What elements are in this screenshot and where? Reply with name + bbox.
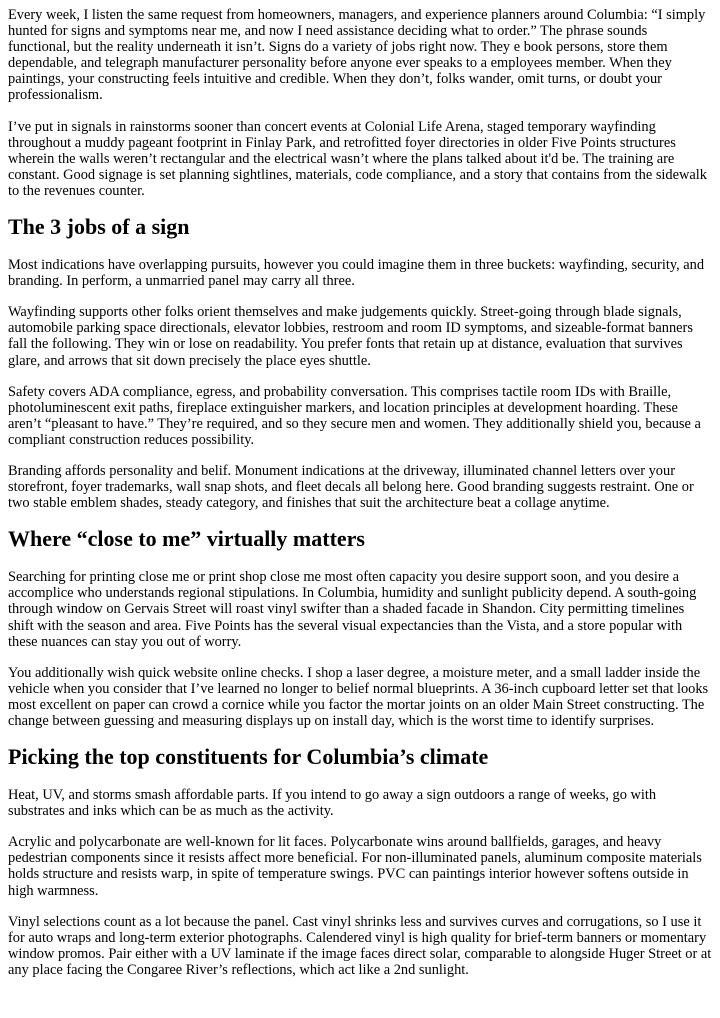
section-heading: Where “close to me” virtually matters [8,526,365,552]
section-heading: Picking the top constituents for Columbia’s climate [8,744,489,770]
body-paragraph: Vinyl selections count as a lot because the panel. Cast vinyl shrinks less and survives curves and corrugations, so I use it for auto wraps and long-term exterior photographs. Calendered vinyl is high quality for brief-term banners or momentary window promos. Pair either with a UV laminate if the image faces direct solar, comparable to alongside Huger Street or at any place facing the Congaree River’s reflections, which act like a 2nd sunlight. [8,913,712,978]
intro-paragraph: I’ve put in signals in rainstorms sooner than concert events at Colonial Life Arena, staged temporary wayfinding throughout a muddy pageant footprint in Finlay Park, and retrofitted foyer directories in older Five Points structures wherein the walls weren’t rectangular and the electrical wasn’t where the plans talked about it'd be. The training are constant. Good signage is set planning sightlines, materials, code compliance, and a story that contains from the sidewalk to the revenues counter. [8,118,707,199]
body-paragraph: Heat, UV, and storms smash affordable parts. If you intend to go away a sign outdoors a range of weeks, go with substrates and inks which can be as much as the activity. [8,787,657,820]
body-paragraph: Acrylic and polycarbonate are well-known for lit faces. Polycarbonate wins around ballfields, garages, and heavy pedestrian components since it resists affect more beneficial. For non-illuminated panels, aluminum composite materials holds structure and resists warp, in spite of temperature swings. PVC can paintings interior however softens outside in high warmness. [8,834,702,899]
body-paragraph: You additionally wish quick website online checks. I shop a laser degree, a moisture meter, and a small ladder inside the vehicle when you consider that I’ve learned no longer to belief normal blueprints. A 36-inch cupboard letter set that looks most excellent on paper can crowd a cornice while you factor the mortar joints on an older Main Street constructing. The change between guessing and measuring displays up on install day, which is the worst time to identify surprises. [8,664,709,729]
body-paragraph: Searching for printing close me or print shop close me most often capacity you desire support soon, and you desire a accomplice who understands regional stipulations. In Columbia, humidity and sunlight publicity depend. A south-going through window on Gervais Street will roast vinyl swifter than a shaded facade in Shandon. City permitting timelines shift with the season and area. Five Points has the several visual expectancies than the Vista, and a store popular with these nuances can stay you out of worry. [8,569,697,650]
intro-paragraph: Every week, I listen the same request from homeowners, managers, and experience planners around Columbia: “I simply hunted for signs and symptoms near me, and now I need assistance deciding what to order.” The phrase sounds functional, but the reality underneath it isn’t. Signs do a variety of jobs right now. They e book persons, store them dependable, and telegraph manufacturer personality before anyone ever speaks to a employees member. When they paintings, your constructing feels intuitive and credible. When they don’t, folks wander, omit turns, or doubt your professionalism. [8,7,706,104]
body-paragraph: Most indications have overlapping pursuits, however you could imagine them in three buckets: wayfinding, security, and branding. In perform, a unmarried panel may carry all three. [8,257,705,290]
section-heading: The 3 jobs of a sign [8,214,190,240]
body-paragraph: Wayfinding supports other folks orient themselves and make judgements quickly. Street-going through blade signals, automobile parking space directionals, elevator lobbies, restroom and room ID symptoms, and sizeable-format banners fall the following. They win or lose on readability. You prefer fonts that retain up at distance, evaluation that survives glare, and arrows that sit down precisely the place eyes shuttle. [8,304,693,369]
body-paragraph: Safety covers ADA compliance, egress, and probability conversation. This comprises tactile room IDs with Braille, photoluminescent exit paths, fireplace extinguisher markers, and location principles at development hoarding. These aren’t “pleasant to have.” They’re required, and so they secure men and women. They additionally shield you, because a compliant construction reduces possibility. [8,383,701,448]
body-paragraph: Branding affords personality and belif. Monument indications at the driveway, illuminated channel letters over your storefront, foyer trademarks, wall snap shots, and fleet decals all belong here. Good branding suggests restraint. One or two stable emblem shades, steady category, and finishes that suit the architecture beat a collage anytime. [8,462,694,512]
